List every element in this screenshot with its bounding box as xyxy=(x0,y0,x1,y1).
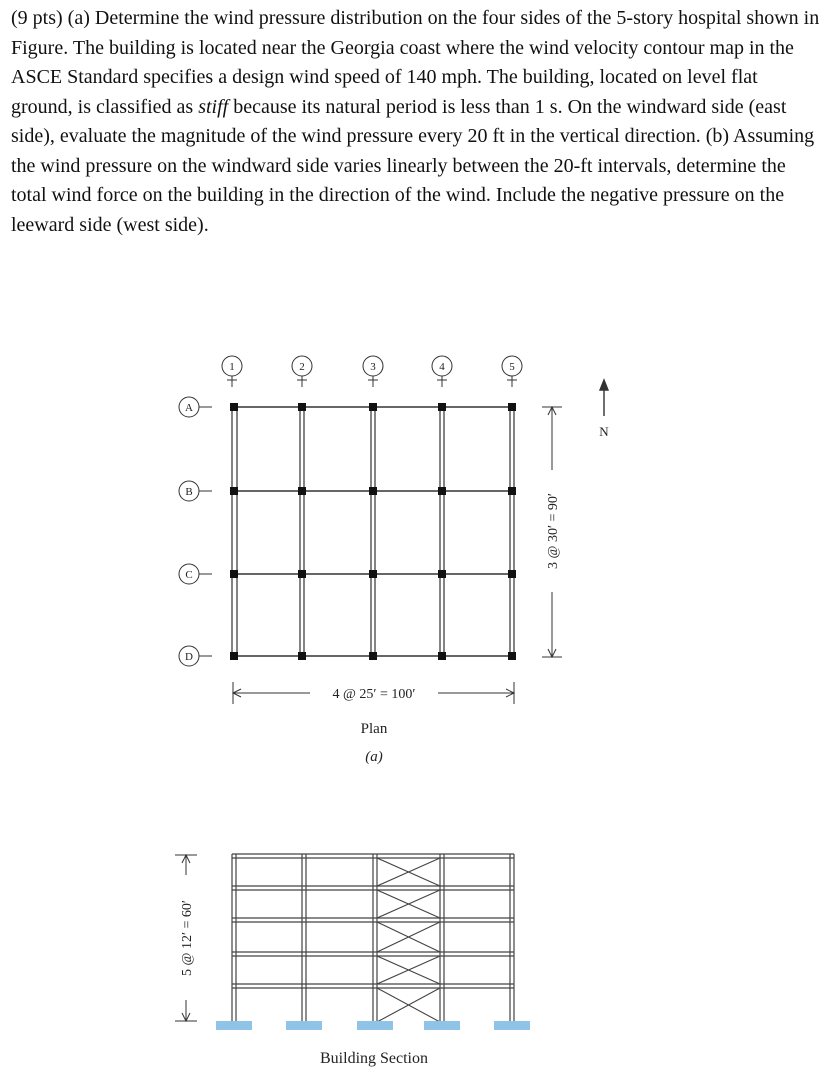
section-caption: Building Section xyxy=(320,1050,428,1067)
row-label-a: A xyxy=(185,402,193,414)
points-label: (9 pts) xyxy=(11,7,63,29)
plan-grid-rows xyxy=(232,407,514,656)
plan-view xyxy=(179,356,608,704)
north-arrow-icon xyxy=(600,380,608,416)
column-label-3: 3 xyxy=(370,361,376,373)
plan-vertical-dimension-label: 3 @ 30′ = 90′ xyxy=(546,493,561,569)
row-label-c: C xyxy=(185,569,193,581)
column-label-2: 2 xyxy=(299,361,305,373)
part-b-marker: (b) xyxy=(705,125,730,147)
column-label-1: 1 xyxy=(229,361,235,373)
plan-caption: Plan xyxy=(360,721,388,737)
plan-columns xyxy=(230,403,516,660)
row-label-d: D xyxy=(185,651,193,663)
plan-grid-columns xyxy=(232,407,514,656)
part-a-text-1: Determine the wind pressure distribution on the four sides of the 5-story hospital shown in Figure. The building is located near the Georgia coast where the wind velocity contour map in the ASCE Standard specifies a design wind speed of 140 mph. The building, located on level flat ground, is classified as xyxy=(11,7,820,118)
part-a-text-2: because its natural period is less than 1 s. On the windward side (east side), evaluate the magnitude of the wind pressure every 20 ft in the vertical direction. xyxy=(11,95,787,147)
column-label-5: 5 xyxy=(509,361,515,373)
building-section xyxy=(232,854,514,1022)
part-a-marker: (a) xyxy=(67,7,90,29)
section-height-dimension-label: 5 @ 12′ = 60′ xyxy=(180,900,195,976)
section-columns xyxy=(232,854,514,1022)
stiff-emphasis: stiff xyxy=(198,95,229,118)
plan-sub-caption: (a) xyxy=(365,749,383,765)
part-b-text: Assuming the wind pressure on the windward side varies linearly between the 20-ft intervals, determine the total wind force on the building in the direction of the wind. Include the negative pressure on the leeward side (west side). xyxy=(11,125,815,236)
row-label-b: B xyxy=(185,486,193,498)
column-label-4: 4 xyxy=(439,361,445,373)
north-label: N xyxy=(599,424,609,439)
plan-horizontal-dimension-label: 4 @ 25′ = 100′ xyxy=(332,687,416,702)
section-bracing xyxy=(377,858,440,1022)
row-bubbles xyxy=(179,397,212,666)
section-footings xyxy=(216,1021,530,1030)
